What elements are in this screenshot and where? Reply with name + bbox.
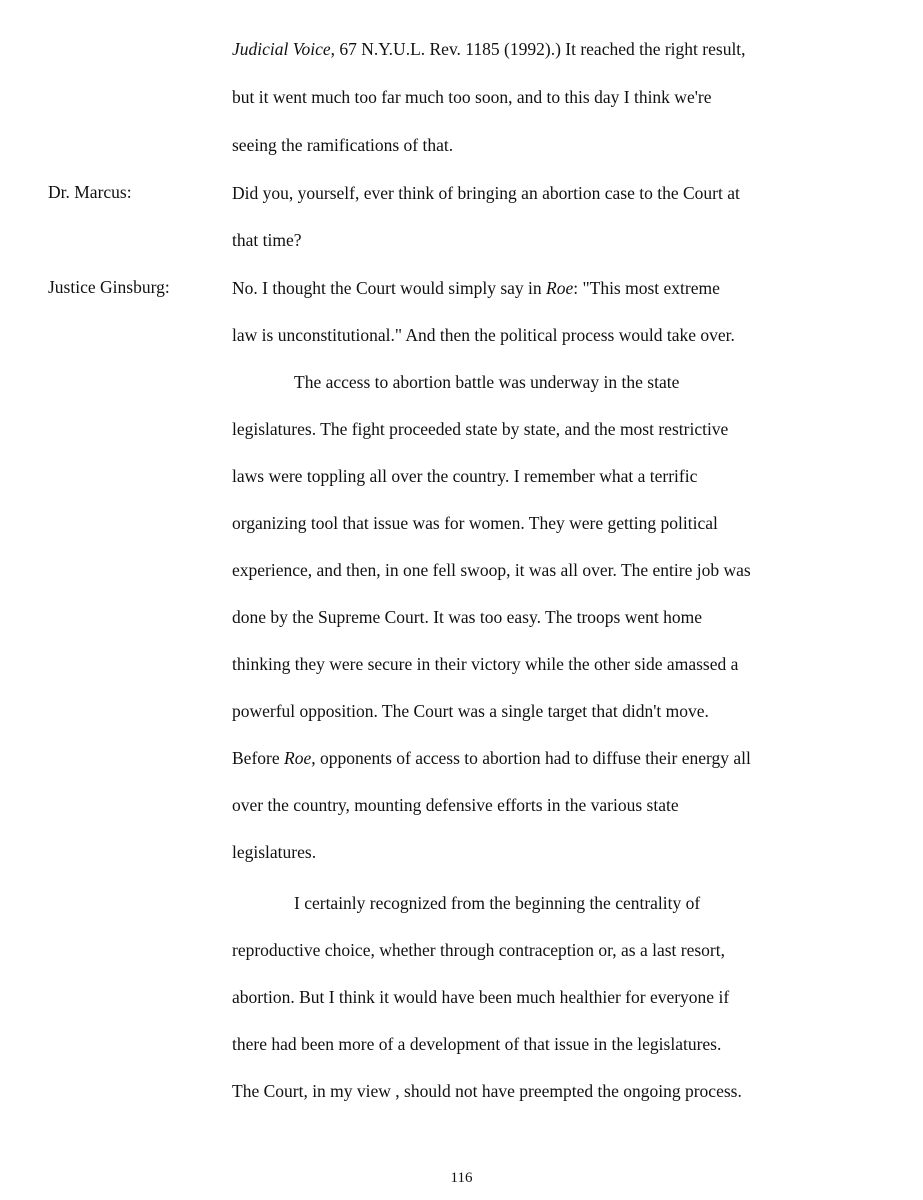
text-line: The access to abortion battle was underway in the state xyxy=(294,372,680,392)
text-line: thinking they were secure in their victory while the other side amassed a xyxy=(232,654,739,674)
speaker-label: Justice Ginsburg: xyxy=(48,277,170,297)
text-span: , opponents of access to abortion had to diffuse their energy all xyxy=(311,748,751,768)
text-line: powerful opposition. The Court was a single target that didn't move. xyxy=(232,701,709,721)
text-line: laws were toppling all over the country. I remember what a terrific xyxy=(232,466,698,486)
text-line: I certainly recognized from the beginning the centrality of xyxy=(294,893,701,913)
text-line xyxy=(232,277,720,299)
text-line: done by the Supreme Court. It was too easy. The troops went home xyxy=(232,607,702,627)
text-line: over the country, mounting defensive efforts in the various state xyxy=(232,795,679,815)
text-line: seeing the ramifications of that. xyxy=(232,135,454,155)
citation-rest: , 67 N.Y.U.L. Rev. 1185 (1992).) It reached the right result, xyxy=(330,39,746,59)
speaker-label: Dr. Marcus: xyxy=(48,182,132,202)
text-line: experience, and then, in one fell swoop, it was all over. The entire job was xyxy=(232,560,751,580)
text-line: reproductive choice, whether through contraception or, as a last resort, xyxy=(232,940,725,960)
text-line: but it went much too far much too soon, and to this day I think we're xyxy=(232,87,712,107)
text-line: organizing tool that issue was for women. They were getting political xyxy=(232,513,718,533)
case-name: Roe xyxy=(284,748,312,768)
text-span: : "This most extreme xyxy=(573,278,720,298)
text-line xyxy=(232,38,746,60)
text-line: The Court, in my view , should not have preempted the ongoing process. xyxy=(232,1081,742,1101)
page-number: 116 xyxy=(450,1170,473,1186)
text-line: legislatures. xyxy=(232,842,317,862)
citation-title: Judicial Voice xyxy=(232,39,331,59)
text-line: there had been more of a development of that issue in the legislatures. xyxy=(232,1034,722,1054)
case-name: Roe xyxy=(546,278,574,298)
text-line: legislatures. The fight proceeded state by state, and the most restrictive xyxy=(232,419,729,439)
text-line xyxy=(232,747,751,769)
text-line: Did you, yourself, ever think of bringing an abortion case to the Court at xyxy=(232,183,740,203)
text-line: that time? xyxy=(232,230,302,250)
text-line: law is unconstitutional." And then the political process would take over. xyxy=(232,325,735,345)
text-span: No. I thought the Court would simply say in xyxy=(232,278,547,298)
text-line: abortion. But I think it would have been much healthier for everyone if xyxy=(232,987,730,1007)
text-span: Before xyxy=(232,748,284,768)
